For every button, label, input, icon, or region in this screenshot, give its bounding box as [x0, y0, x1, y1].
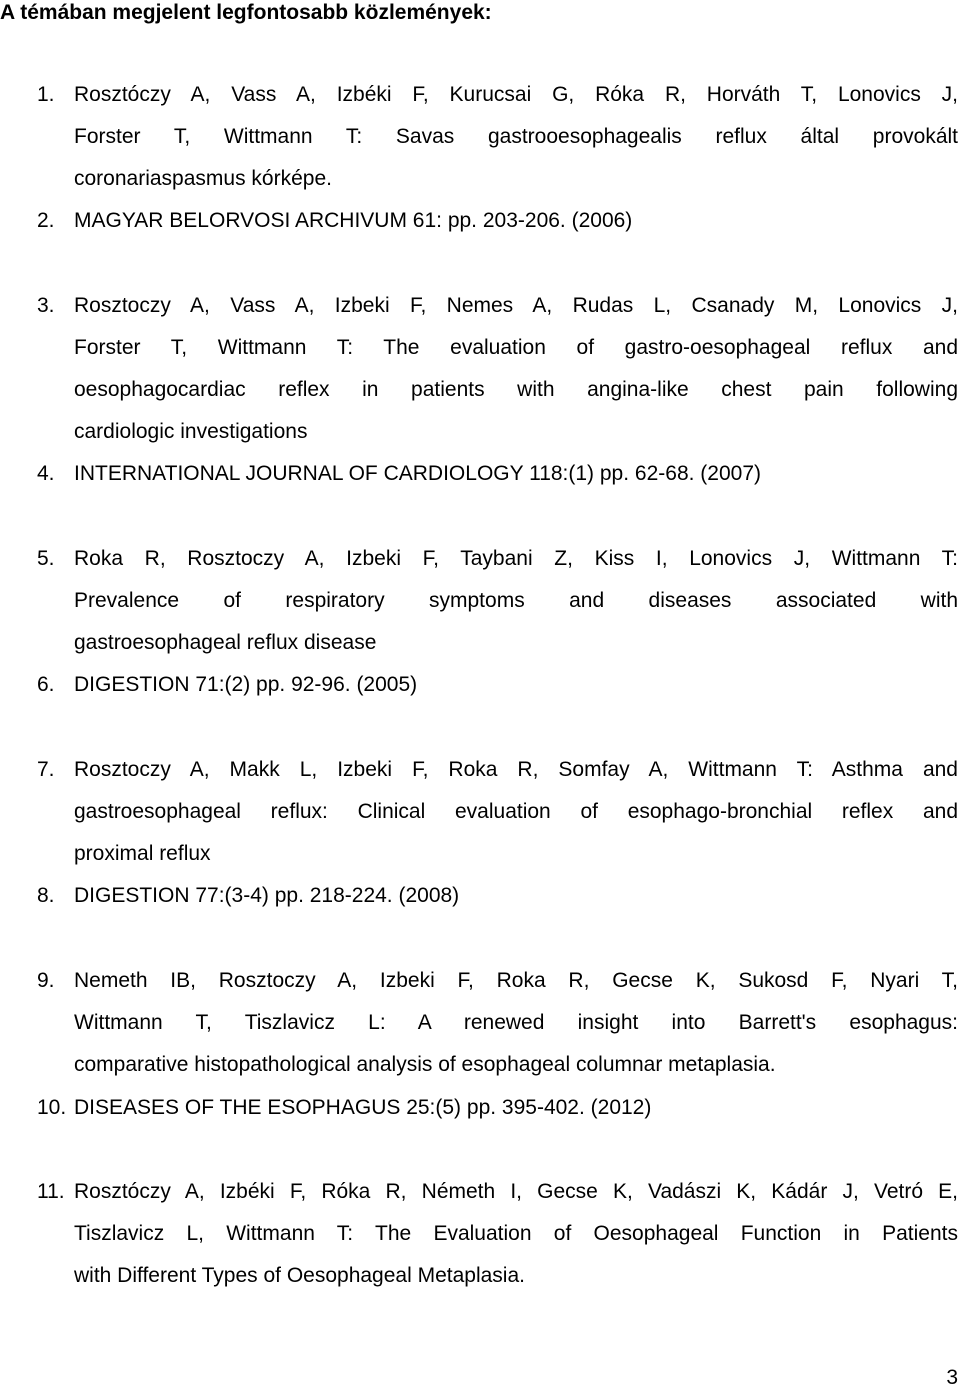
- entry-line: Rosztoczy A, Vass A, Izbeki F, Nemes A, Rudas L, Csanady M, Lonovics J,: [74, 294, 958, 317]
- entry-text: [74, 538, 958, 664]
- entry-text: [74, 285, 958, 453]
- entry-number: 10.: [37, 1096, 67, 1119]
- page-heading: A témában megjelent legfontosabb közlemények:: [0, 1, 492, 24]
- entry-line: comparative histopathological analysis of esophageal columnar metaplasia.: [74, 1053, 776, 1076]
- entry-text: [74, 749, 958, 875]
- entry-line: Forster T, Wittmann T: Savas gastrooesophagealis reflux által provokált: [74, 125, 958, 148]
- entry-line: DIGESTION 77:(3-4) pp. 218-224. (2008): [74, 884, 460, 907]
- entry-number: 9.: [37, 969, 55, 992]
- entry-number: 8.: [37, 884, 55, 907]
- entry-line: Wittmann T, Tiszlavicz L: A renewed insight into Barrett's esophagus:: [74, 1011, 958, 1034]
- entry-line: Rosztóczy A, Vass A, Izbéki F, Kurucsai G, Róka R, Horváth T, Lonovics J,: [74, 83, 958, 106]
- entry-line: MAGYAR BELORVOSI ARCHIVUM 61: pp. 203-206. (2006): [74, 209, 633, 232]
- page-number: 3: [946, 1366, 958, 1389]
- entry-text: [74, 453, 958, 495]
- entry-text: [74, 664, 958, 706]
- entry-number: 5.: [37, 547, 55, 570]
- entry-text: [74, 875, 958, 917]
- entry-number: 11.: [37, 1180, 65, 1203]
- entry-line: cardiologic investigations: [74, 420, 308, 443]
- entry-number: 7.: [37, 758, 55, 781]
- entry-number: 3.: [37, 294, 55, 317]
- entry-line: Rosztóczy A, Izbéki F, Róka R, Németh I, Gecse K, Vadászi K, Kádár J, Vetró E,: [74, 1180, 958, 1203]
- entry-line: proximal reflux: [74, 842, 211, 865]
- entry-line: gastroesophageal reflux disease: [74, 631, 377, 654]
- entry-line: Roka R, Rosztoczy A, Izbeki F, Taybani Z, Kiss I, Lonovics J, Wittmann T:: [74, 547, 958, 570]
- entry-text: [74, 74, 958, 200]
- entry-text: [74, 200, 958, 242]
- entry-line: Rosztoczy A, Makk L, Izbeki F, Roka R, Somfay A, Wittmann T: Asthma and: [74, 758, 958, 781]
- entry-number: 2.: [37, 209, 55, 232]
- entry-number: 4.: [37, 462, 55, 485]
- entry-line: coronariaspasmus kórképe.: [74, 167, 332, 190]
- entry-line: DIGESTION 71:(2) pp. 92-96. (2005): [74, 673, 418, 696]
- entry-line: Prevalence of respiratory symptoms and diseases associated with: [74, 589, 958, 612]
- entry-text: [74, 1087, 958, 1129]
- entry-line: INTERNATIONAL JOURNAL OF CARDIOLOGY 118:(1) pp. 62-68. (2007): [74, 462, 761, 485]
- entry-line: Nemeth IB, Rosztoczy A, Izbeki F, Roka R, Gecse K, Sukosd F, Nyari T,: [74, 969, 958, 992]
- entry-line: DISEASES OF THE ESOPHAGUS 25:(5) pp. 395-402. (2012): [74, 1096, 652, 1119]
- entry-text: [74, 960, 958, 1086]
- entry-line: gastroesophageal reflux: Clinical evaluation of esophago-bronchial reflex and: [74, 800, 958, 823]
- entry-line: with Different Types of Oesophageal Metaplasia.: [74, 1264, 525, 1287]
- entry-number: 6.: [37, 673, 55, 696]
- entry-line: Tiszlavicz L, Wittmann T: The Evaluation of Oesophageal Function in Patients: [74, 1222, 958, 1245]
- entry-line: Forster T, Wittmann T: The evaluation of gastro-oesophageal reflux and: [74, 336, 958, 359]
- entry-line: oesophagocardiac reflex in patients with angina-like chest pain following: [74, 378, 958, 401]
- entry-text: [74, 1171, 958, 1297]
- entry-number: 1.: [37, 83, 55, 106]
